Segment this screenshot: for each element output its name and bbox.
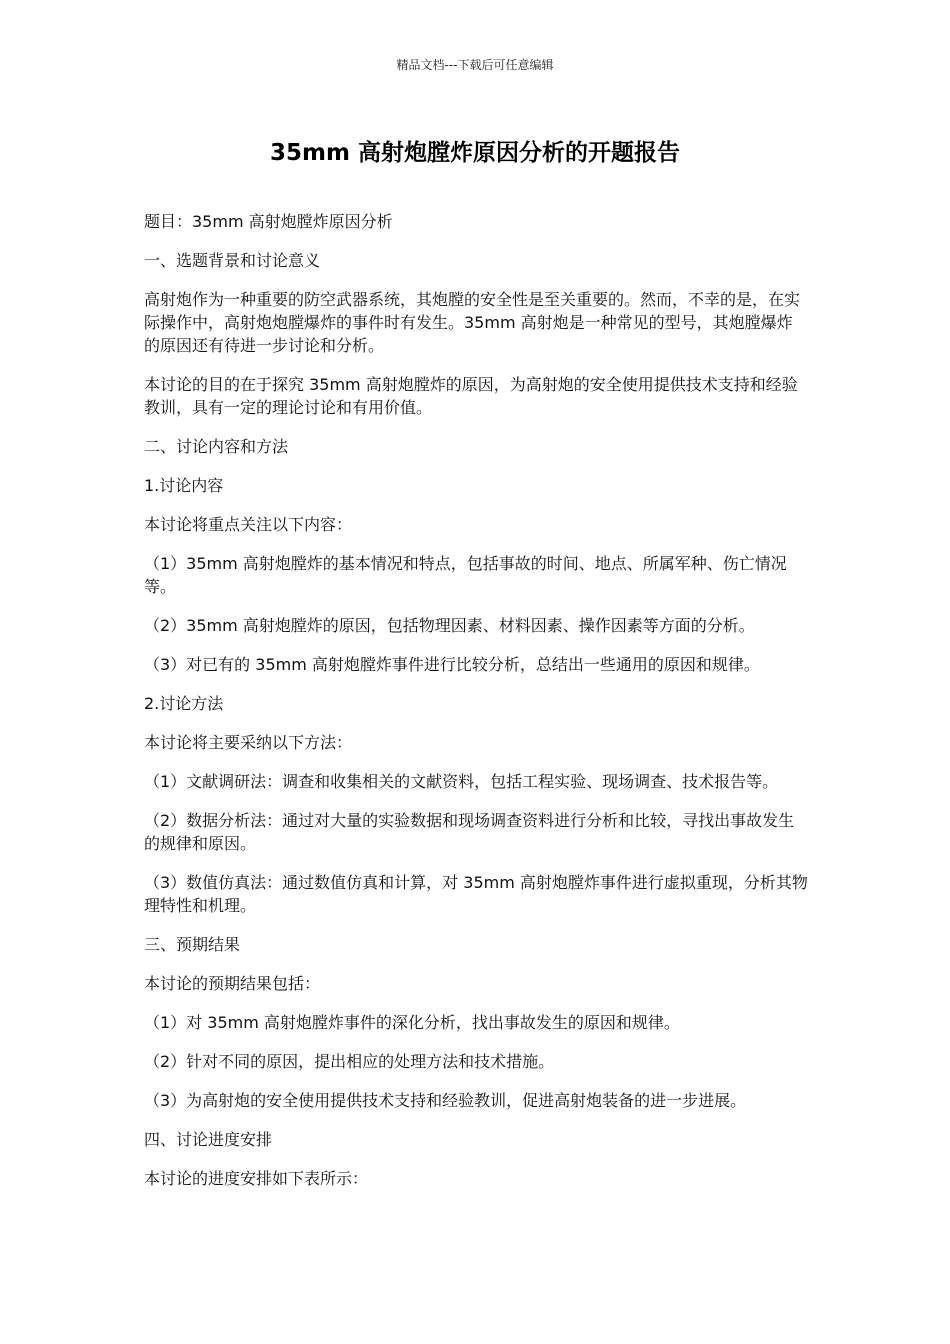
list-item: （1）对 35mm 高射炮膛炸事件的深化分析，找出事故发生的原因和规律。: [144, 1013, 680, 1032]
section-heading-schedule: 四、讨论进度安排: [144, 1130, 273, 1149]
section-heading-content-methods: 二、讨论内容和方法: [144, 437, 289, 456]
section-heading-expected-results: 三、预期结果: [144, 935, 241, 954]
paragraph: 本讨论的目的在于探究 35mm 高射炮膛炸的原因，为高射炮的安全使用提供技术支持和经验教训，具有一定的理论讨论和有用价值。: [144, 375, 798, 417]
paragraph: 高射炮作为一种重要的防空武器系统，其炮膛的安全性是至关重要的。然而，不幸的是，在实际操作中，高射炮炮膛爆炸的事件时有发生。35mm 高射炮是一种常见的型号，其炮膛爆炸的原因还有待进一步讨论和分析。: [144, 290, 801, 355]
paragraph: 本讨论的进度安排如下表所示：: [144, 1169, 369, 1188]
list-item: （3）对已有的 35mm 高射炮膛炸事件进行比较分析，总结出一些通用的原因和规律。: [144, 655, 760, 674]
paragraph: 本讨论将主要采纳以下方法：: [144, 733, 353, 752]
document-body: [144, 210, 808, 1206]
list-item: （3）数值仿真法：通过数值仿真和计算，对 35mm 高射炮膛炸事件进行虚拟重现，分析其物理特性和机理。: [144, 873, 808, 915]
subheading-methods: 2.讨论方法: [144, 694, 224, 713]
list-item: （2）数据分析法：通过对大量的实验数据和现场调查资料进行分析和比较，寻找出事故发生的规律和原因。: [144, 811, 795, 853]
list-item: （1）文献调研法：调查和收集相关的文献资料，包括工程实验、现场调查、技术报告等。: [144, 772, 779, 791]
list-item: （3）为高射炮的安全使用提供技术支持和经验教训，促进高射炮装备的进一步进展。: [144, 1091, 747, 1110]
list-item: （2）35mm 高射炮膛炸的原因，包括物理因素、材料因素、操作因素等方面的分析。: [144, 616, 755, 635]
list-item: （1）35mm 高射炮膛炸的基本情况和特点，包括事故的时间、地点、所属军种、伤亡情况等。: [144, 554, 787, 596]
section-heading-background: 一、选题背景和讨论意义: [144, 251, 321, 270]
list-item: （2）针对不同的原因，提出相应的处理方法和技术措施。: [144, 1052, 555, 1071]
header-note: 精品文档---下载后可任意编辑: [396, 58, 554, 72]
document-title: 35mm 高射炮膛炸原因分析的开题报告: [270, 140, 680, 166]
paragraph: 本讨论的预期结果包括：: [144, 974, 321, 993]
paragraph-topic: 题目：35mm 高射炮膛炸原因分析: [144, 212, 393, 231]
paragraph: 本讨论将重点关注以下内容：: [144, 515, 353, 534]
subheading-content: 1.讨论内容: [144, 476, 224, 495]
